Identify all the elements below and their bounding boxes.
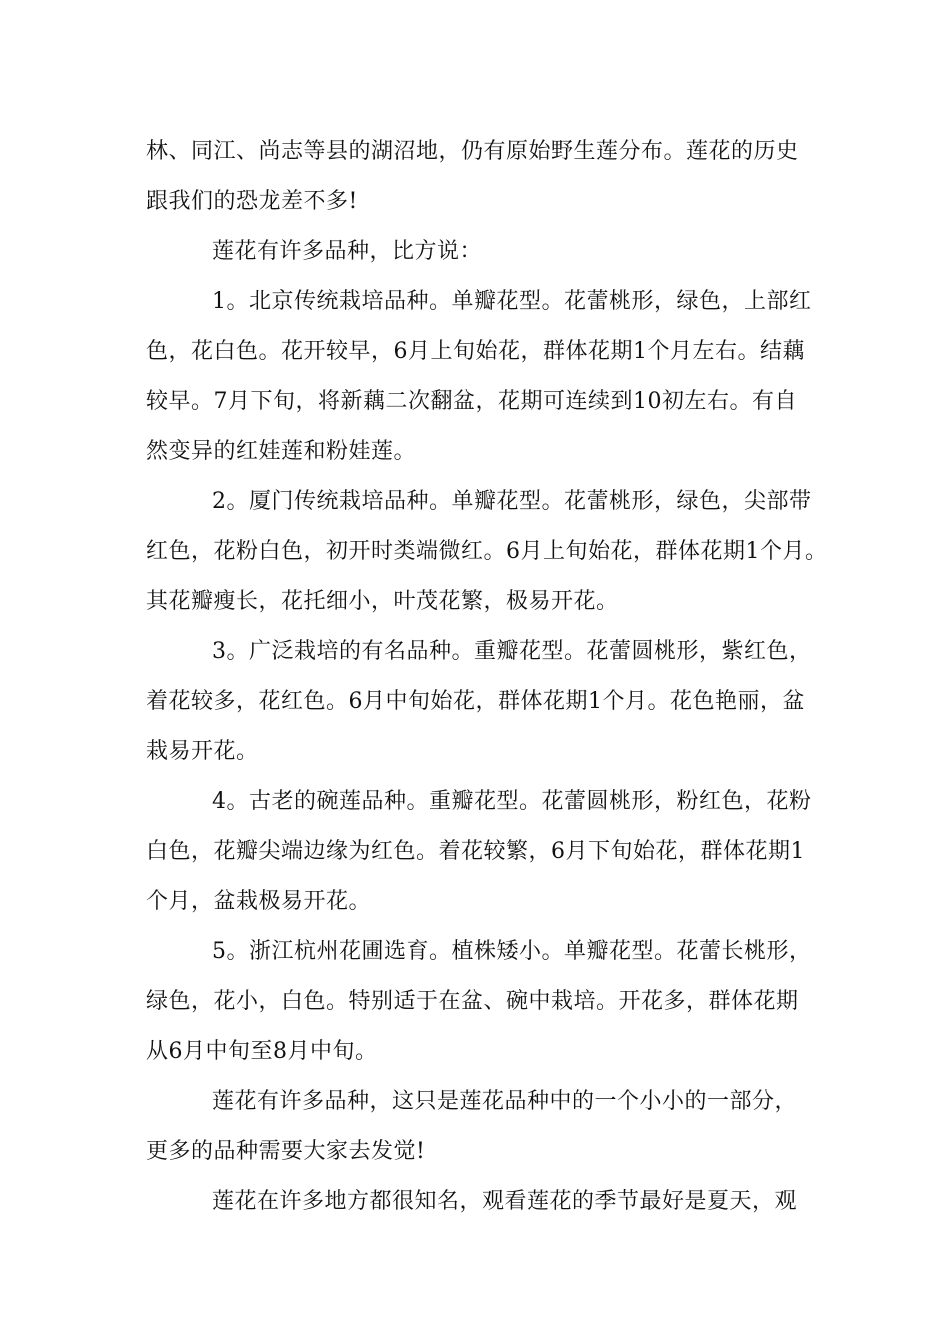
text-line-1: 林、同江、尚志等县的湖沼地，仍有原始野生莲分布。莲花的历史	[146, 139, 799, 164]
item-3-line-2: 着花较多，花红色。6月中旬始花，群体花期1个月。花色艳丽，盆	[146, 689, 805, 714]
item-5-line-3: 从6月中旬至8月中旬。	[146, 1039, 378, 1064]
item-1-line-1: 1。北京传统栽培品种。单瓣花型。花蕾桃形，绿色，上部红	[212, 289, 812, 314]
item-2-line-1: 2。厦门传统栽培品种。单瓣花型。花蕾桃形，绿色，尖部带	[212, 489, 812, 514]
item-2-line-2: 红色，花粉白色，初开时类端微红。6月上旬始花，群体花期1个月。	[146, 539, 828, 564]
closing-line-1: 莲花在许多地方都很知名，观看莲花的季节最好是夏天，观	[212, 1189, 798, 1214]
item-4-line-2: 白色，花瓣尖端边缘为红色。着花较繁，6月下旬始花，群体花期1	[146, 839, 805, 864]
item-3-line-1: 3。广泛栽培的有名品种。重瓣花型。花蕾圆桃形，紫红色，	[212, 639, 812, 664]
text-line-2: 跟我们的恐龙差不多!	[146, 189, 358, 214]
paragraph-intro: 莲花有许多品种，比方说：	[212, 239, 483, 264]
summary-line-2: 更多的品种需要大家去发觉!	[146, 1139, 426, 1164]
item-1-line-3: 较早。7月下旬，将新藕二次翻盆，花期可连续到10初左右。有自	[146, 389, 797, 414]
item-2-line-3: 其花瓣瘦长，花托细小，叶茂花繁，极易开花。	[146, 589, 619, 614]
item-1-line-4: 然变异的红娃莲和粉娃莲。	[146, 439, 417, 464]
item-1-line-2: 色，花白色。花开较早，6月上旬始花，群体花期1个月左右。结藕	[146, 339, 805, 364]
item-5-line-2: 绿色，花小，白色。特别适于在盆、碗中栽培。开花多，群体花期	[146, 989, 799, 1014]
item-4-line-1: 4。古老的碗莲品种。重瓣花型。花蕾圆桃形，粉红色，花粉	[212, 789, 812, 814]
item-4-line-3: 个月，盆栽极易开花。	[146, 889, 372, 914]
item-5-line-1: 5。浙江杭州花圃选育。植株矮小。单瓣花型。花蕾长桃形，	[212, 939, 812, 964]
item-3-line-3: 栽易开花。	[146, 739, 259, 764]
summary-line-1: 莲花有许多品种，这只是莲花品种中的一个小小的一部分，	[212, 1089, 798, 1114]
